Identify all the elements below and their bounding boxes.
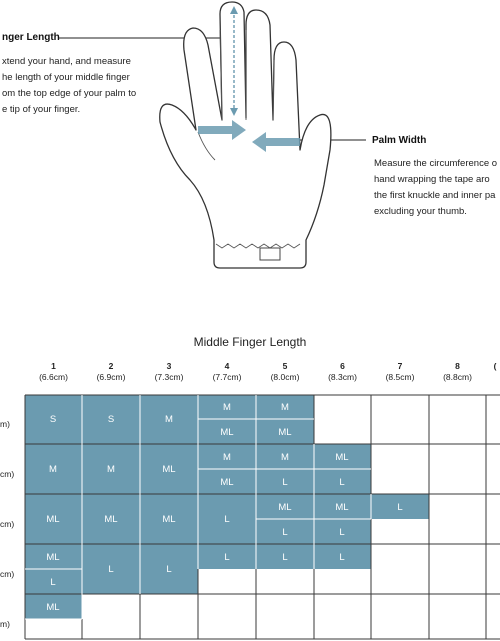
row-label-4: cm) xyxy=(0,569,15,579)
row-label-5: m) xyxy=(0,619,10,629)
column-header-1: 1 (6.6cm) xyxy=(39,361,68,382)
size-label: ML xyxy=(46,602,60,613)
size-label: ML xyxy=(162,464,176,475)
size-label: ML xyxy=(335,452,349,463)
size-label: L xyxy=(397,502,403,513)
size-label: L xyxy=(339,527,345,538)
size-label: L xyxy=(166,564,172,575)
palm-width-line: excluding your thumb. xyxy=(374,206,467,217)
column-header-7: 7 (8.5cm) xyxy=(385,361,415,382)
size-label: ML xyxy=(46,514,60,525)
palm-width-line: hand wrapping the tape aro xyxy=(374,174,490,185)
finger-length-line: e tip of your finger. xyxy=(2,104,81,115)
size-label: L xyxy=(282,527,288,538)
palm-width-header: Palm Width xyxy=(372,135,427,146)
finger-length-line: he length of your middle finger xyxy=(2,72,130,83)
finger-length-line: om the top edge of your palm to xyxy=(2,88,137,99)
palm-width-line: Measure the circumference o xyxy=(374,158,498,169)
size-label: M xyxy=(223,452,231,463)
size-label: M xyxy=(281,452,289,463)
size-label: L xyxy=(282,477,288,488)
size-label: L xyxy=(339,477,345,488)
size-label: M xyxy=(165,414,173,425)
column-header-5: 5 (8.0cm) xyxy=(270,361,300,382)
size-label: M xyxy=(107,464,115,475)
size-label: L xyxy=(108,564,114,575)
size-label: L xyxy=(282,552,288,563)
finger-length-header: nger Length xyxy=(2,32,60,43)
size-label: L xyxy=(339,552,345,563)
row-label-1: m) xyxy=(0,419,10,429)
size-label: L xyxy=(224,514,230,525)
size-label: ML xyxy=(335,502,349,513)
size-label: S xyxy=(49,414,57,425)
size-label: M xyxy=(223,402,231,413)
size-label: ML xyxy=(46,552,60,563)
column-header-8: 8 (8.8cm) xyxy=(443,361,472,382)
row-label-2: cm) xyxy=(0,469,15,479)
palm-width-line: the first knuckle and inner pa xyxy=(374,190,496,201)
size-label: M xyxy=(49,464,57,475)
finger-length-line: xtend your hand, and measure xyxy=(2,56,131,67)
size-label: ML xyxy=(162,514,176,525)
row-label-3: cm) xyxy=(0,519,15,529)
column-header-9: ( xyxy=(493,361,497,371)
size-label: S xyxy=(107,414,115,425)
column-header-4: 4 (7.7cm) xyxy=(212,361,242,382)
chart-title: Middle Finger Length xyxy=(193,335,307,349)
size-label: ML xyxy=(278,502,292,513)
size-label: M xyxy=(281,402,289,413)
column-header-2: 2 (6.9cm) xyxy=(96,361,126,382)
size-label: ML xyxy=(220,427,234,438)
column-header-6: 6 (8.3cm) xyxy=(328,361,357,382)
size-label: ML xyxy=(278,427,292,438)
size-label: L xyxy=(224,552,230,563)
size-label: ML xyxy=(220,477,234,488)
size-label: L xyxy=(50,577,56,588)
size-label: ML xyxy=(104,514,118,525)
column-header-3: 3 (7.3cm) xyxy=(154,361,184,382)
